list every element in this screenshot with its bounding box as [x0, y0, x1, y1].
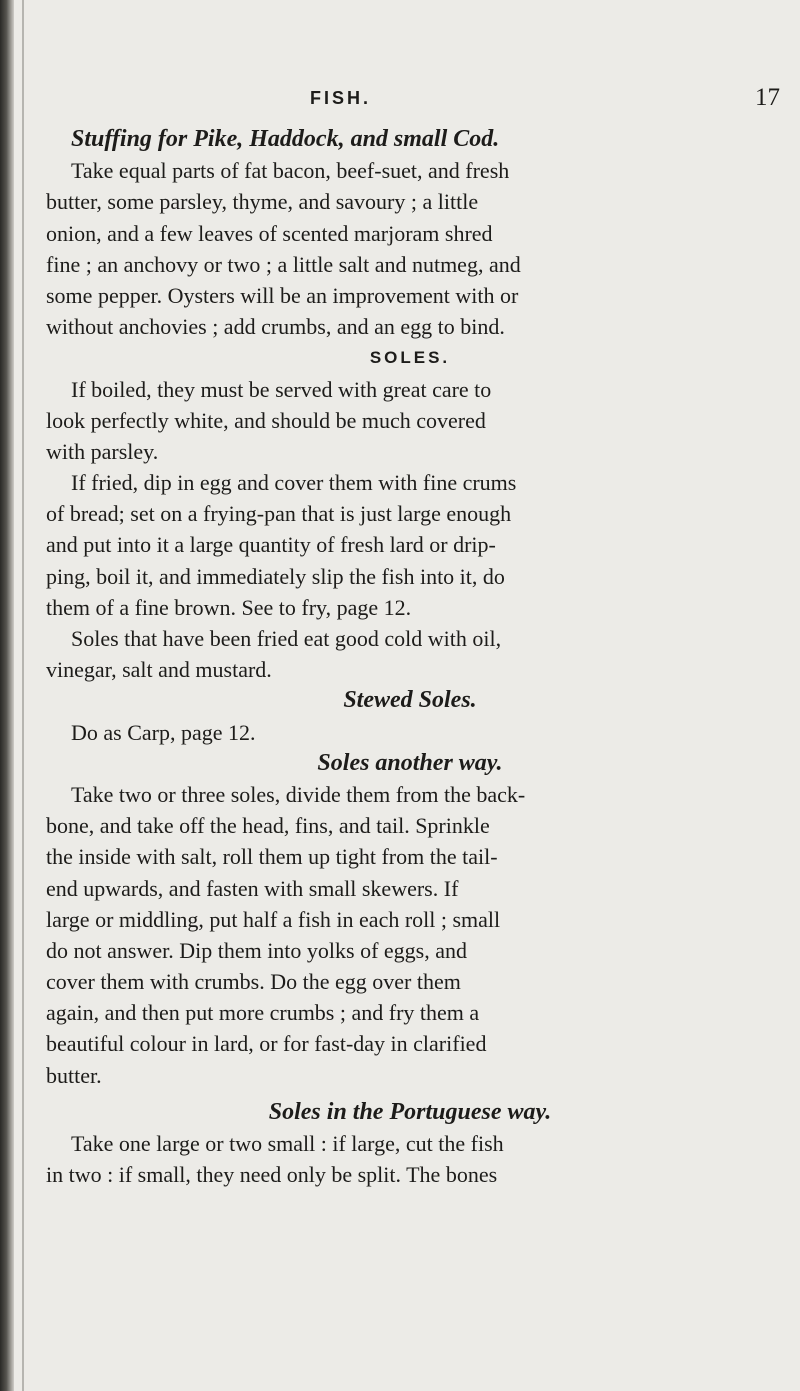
- paragraph-line: ping, boil it, and immediately slip the fish into it, do: [46, 563, 505, 589]
- page-edge-line: [22, 0, 24, 1391]
- paragraph-line: fine ; an anchovy or two ; a little salt and nutmeg, and: [46, 251, 521, 277]
- paragraph-line: Soles that have been fried eat good cold with oil,: [71, 626, 502, 651]
- paragraph-line: vinegar, salt and mustard.: [46, 657, 272, 683]
- section-title-soles: SOLES.: [369, 348, 451, 368]
- section-title-soles-another-way: Soles another way.: [317, 749, 503, 776]
- paragraph-line: some pepper. Oysters will be an improvement with or: [46, 282, 519, 308]
- paragraph-line: Take two or three soles, divide them from the back-: [71, 781, 526, 807]
- paragraph-line: again, and then put more crumbs ; and fry them a: [46, 1000, 480, 1026]
- paragraph-line: If boiled, they must be served with great care to: [71, 376, 492, 402]
- paragraph-line: with parsley.: [46, 438, 159, 464]
- paragraph-line: large or middling, put half a fish in each roll ; small: [46, 906, 501, 932]
- paragraph-line: Take one large or two small : if large, cut the fish: [71, 1131, 504, 1156]
- running-title: FISH.: [310, 88, 372, 108]
- paragraph-line: bone, and take off the head, fins, and tail. Sprinkle: [46, 813, 490, 839]
- paragraph-line: beautiful colour in lard, or for fast-day in clarified: [46, 1031, 487, 1057]
- paragraph-line: of bread; set on a frying-pan that is just large enough: [46, 501, 512, 527]
- paragraph-line: in two : if small, they need only be split. The bones: [46, 1162, 498, 1188]
- paragraph-line: do not answer. Dip them into yolks of eggs, and: [46, 937, 468, 963]
- paragraph-line: end upwards, and fasten with small skewers. If: [46, 875, 459, 901]
- book-binding-shadow: [0, 0, 14, 1391]
- paragraph-line: butter.: [46, 1062, 102, 1088]
- paragraph-line: onion, and a few leaves of scented marjoram shred: [46, 220, 493, 246]
- paragraph-line: them of a fine brown. See to fry, page 12.: [46, 594, 412, 620]
- paragraph-line: and put into it a large quantity of fresh lard or drip-: [46, 532, 496, 558]
- paragraph-line: If fried, dip in egg and cover them with fine crums: [71, 470, 517, 496]
- paragraph-line: look perfectly white, and should be much covered: [46, 407, 486, 433]
- page-number: 17: [755, 84, 780, 111]
- section-title-stewed-soles: Stewed Soles.: [343, 687, 477, 714]
- text-block: [46, 124, 774, 1190]
- paragraph-line: butter, some parsley, thyme, and savoury ; a little: [46, 189, 479, 215]
- paragraph-line: cover them with crumbs. Do the egg over them: [46, 969, 461, 995]
- running-head: [0, 84, 800, 114]
- paragraph-line: Take equal parts of fat bacon, beef-suet, and fresh: [71, 158, 510, 184]
- paragraph-line: without anchovies ; add crumbs, and an egg to bind.: [46, 314, 505, 340]
- paragraph-line: the inside with salt, roll them up tight from the tail-: [46, 844, 498, 870]
- section-title-soles-portuguese: Soles in the Portuguese way.: [268, 1098, 552, 1125]
- paragraph-line: Do as Carp, page 12.: [71, 719, 256, 745]
- section-title-stuffing: Stuffing for Pike, Haddock, and small Cod.: [71, 126, 500, 152]
